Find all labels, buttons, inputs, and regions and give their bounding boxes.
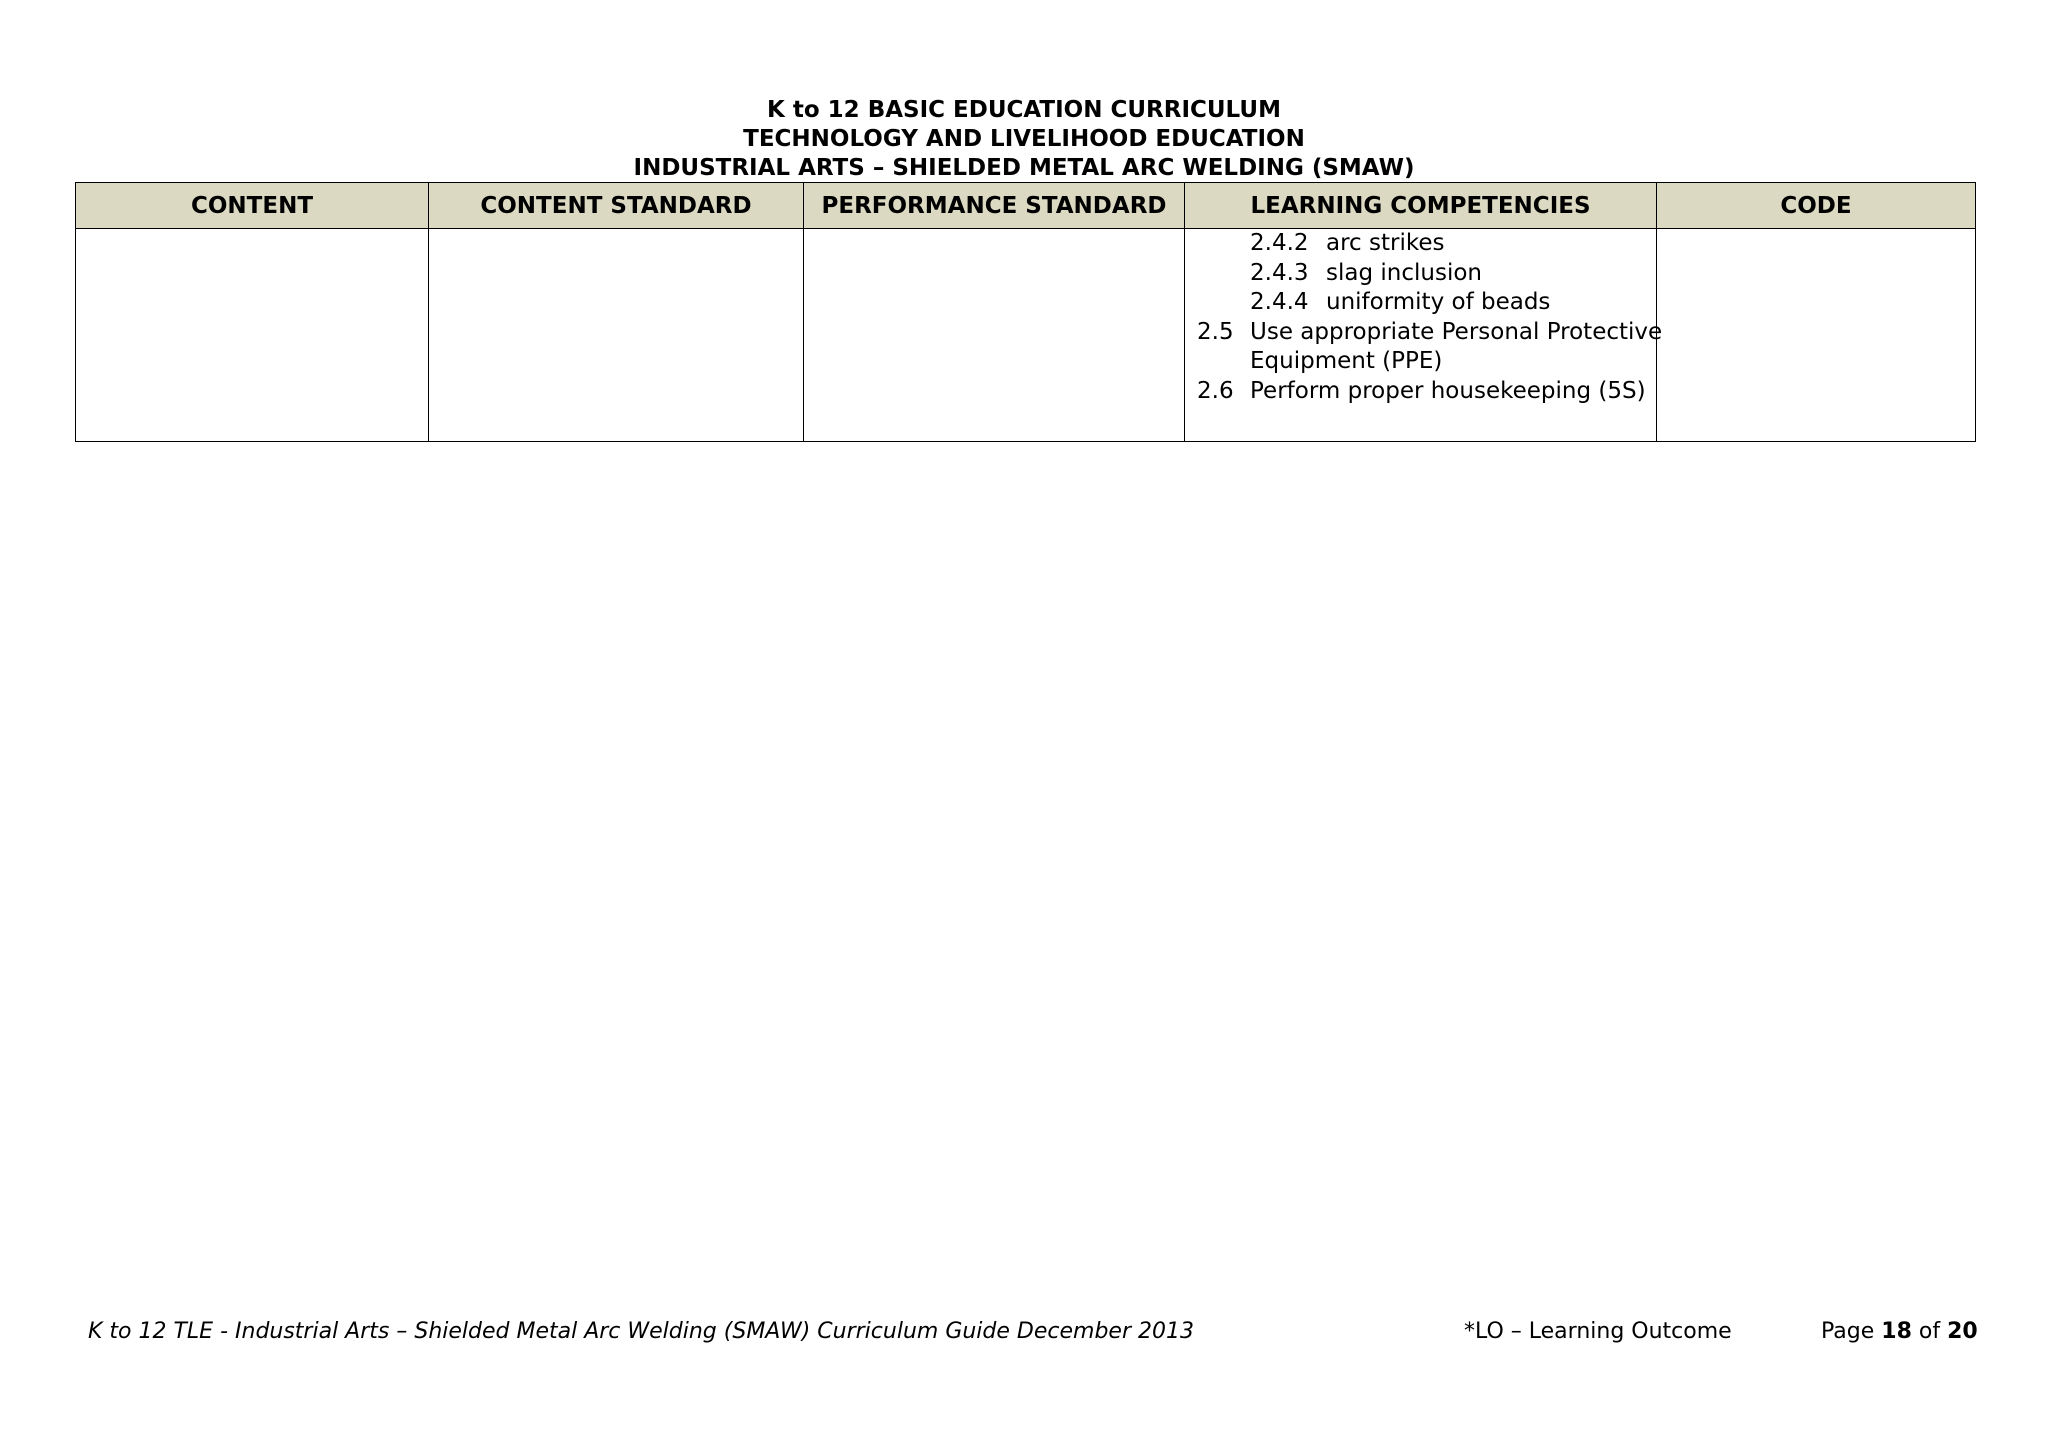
competency-text: uniformity of beads: [1326, 289, 1551, 315]
curriculum-table: [75, 182, 1976, 442]
list-item: [1185, 288, 1656, 318]
document-title: [0, 96, 2048, 183]
title-line-2: TECHNOLOGY AND LIVELIHOOD EDUCATION: [743, 126, 1305, 152]
header-content-standard: CONTENT STANDARD: [429, 183, 804, 229]
list-item: [1185, 347, 1656, 377]
competency-number: 2.4.4: [1250, 289, 1309, 315]
footer-legend: *LO – Learning Outcome: [1464, 1319, 1732, 1344]
competency-text: arc strikes: [1326, 230, 1445, 256]
competency-list: [1185, 229, 1663, 406]
page-of: of: [1918, 1319, 1941, 1344]
list-item: [1185, 318, 1663, 348]
cell-code: [1657, 229, 1976, 442]
title-line-1: K to 12 BASIC EDUCATION CURRICULUM: [767, 97, 1281, 123]
competency-number: 2.4.2: [1250, 230, 1309, 256]
footer-document-title: K to 12 TLE - Industrial Arts – Shielded Metal Arc Welding (SMAW) Curriculum Guide December 2013: [88, 1319, 1194, 1344]
table-header-row: [76, 183, 1976, 229]
header-performance-standard: PERFORMANCE STANDARD: [804, 183, 1185, 229]
title-line-3: INDUSTRIAL ARTS – SHIELDED METAL ARC WELDING (SMAW): [633, 155, 1415, 181]
header-learning-competencies: LEARNING COMPETENCIES: [1185, 183, 1657, 229]
page-label: Page: [1821, 1319, 1875, 1344]
competency-text: Equipment (PPE): [1250, 348, 1443, 374]
competency-number: 2.4.3: [1250, 259, 1309, 286]
table-row: [76, 229, 1976, 442]
cell-content: [76, 229, 429, 442]
page-number: [1821, 1318, 1978, 1346]
list-item: [1185, 259, 1656, 289]
competency-number: 2.5: [1197, 318, 1234, 345]
header-content: CONTENT: [76, 183, 429, 229]
page-total: 20: [1947, 1319, 1978, 1344]
page-current: 18: [1881, 1319, 1912, 1344]
competency-text: Use appropriate Personal Protective: [1250, 318, 1663, 345]
list-item: [1185, 229, 1656, 259]
competency-text: slag inclusion: [1326, 259, 1482, 286]
competency-text: Perform proper housekeeping (5S): [1250, 377, 1646, 404]
cell-content-standard: [429, 229, 804, 442]
header-code: CODE: [1657, 183, 1976, 229]
list-item: [1185, 377, 1656, 407]
cell-performance-standard: [804, 229, 1185, 442]
cell-learning-competencies: [1185, 229, 1663, 442]
competency-number: 2.6: [1197, 377, 1234, 404]
